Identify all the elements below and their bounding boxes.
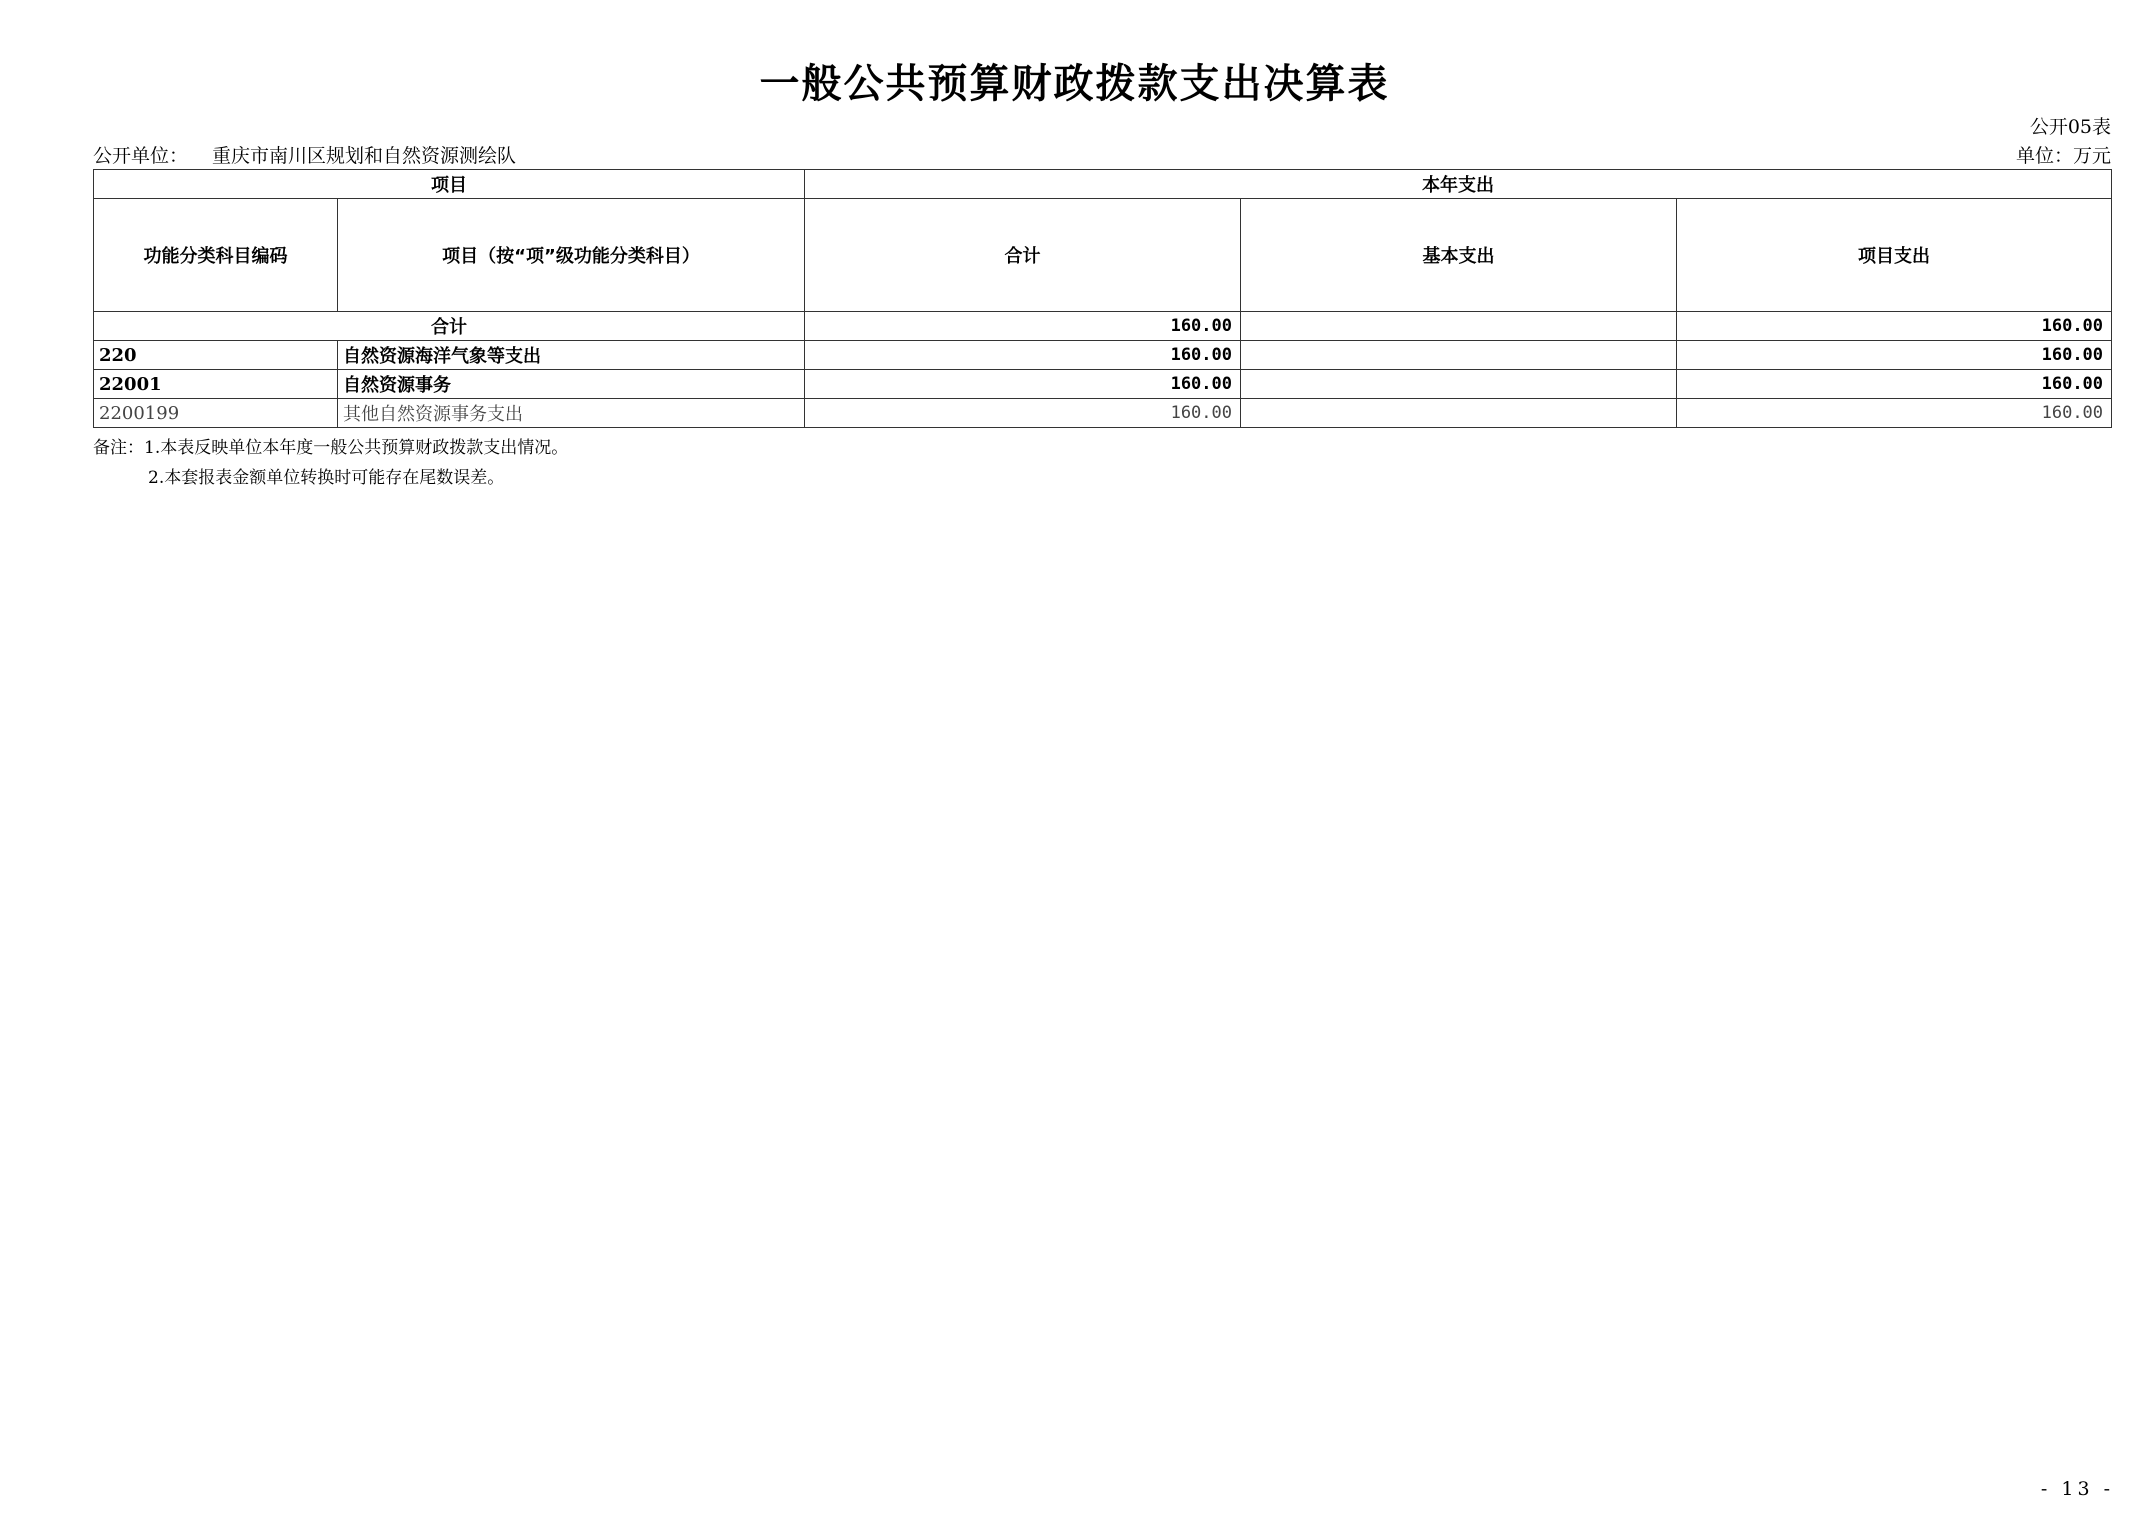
table-row <box>94 370 2112 399</box>
notes <box>93 433 568 493</box>
table-row <box>94 341 2112 370</box>
page-number: - 13 - <box>2040 1478 2114 1500</box>
reporting-unit-name: 重庆市南川区规划和自然资源测绘队 <box>212 145 517 167</box>
reporting-unit <box>93 141 540 168</box>
total-row-project: 160.00 <box>1677 312 2112 341</box>
page-title: 一般公共预算财政拨款支出决算表 <box>759 61 1390 107</box>
row-name: 自然资源海洋气象等支出 <box>338 341 805 370</box>
table-row <box>94 399 2112 428</box>
column-header-code: 功能分类科目编码 <box>94 199 338 312</box>
row-project: 160.00 <box>1677 399 2112 428</box>
row-name: 其他自然资源事务支出 <box>338 399 805 428</box>
unit-line <box>93 141 2111 168</box>
reporting-unit-label: 公开单位： <box>93 145 189 167</box>
row-basic <box>1241 370 1677 399</box>
row-total: 160.00 <box>805 399 1241 428</box>
column-header-row <box>94 199 2112 312</box>
total-row-total: 160.00 <box>805 312 1241 341</box>
form-number: 公开05表 <box>2029 116 2111 138</box>
row-project: 160.00 <box>1677 370 2112 399</box>
total-row-label: 合计 <box>94 312 805 341</box>
row-basic <box>1241 399 1677 428</box>
row-project: 160.00 <box>1677 341 2112 370</box>
note-1: 备注：1.本表反映单位本年度一般公共预算财政拨款支出情况。 <box>93 438 569 458</box>
row-code: 2200199 <box>94 399 338 428</box>
group-header-row <box>94 170 2112 199</box>
group-header-project: 项目 <box>94 170 805 199</box>
column-header-name: 项目（按“项”级功能分类科目） <box>338 199 805 312</box>
column-header-basic: 基本支出 <box>1241 199 1677 312</box>
row-code: 220 <box>94 341 338 370</box>
note-2: 2.本套报表金额单位转换时可能存在尾数误差。 <box>148 468 505 488</box>
row-code: 22001 <box>94 370 338 399</box>
currency-unit: 单位：万元 <box>2015 145 2111 167</box>
expenditure-table <box>93 169 2112 428</box>
group-header-current-year: 本年支出 <box>805 170 2112 199</box>
row-total: 160.00 <box>805 341 1241 370</box>
column-header-project: 项目支出 <box>1677 199 2112 312</box>
total-row <box>94 312 2112 341</box>
row-name: 自然资源事务 <box>338 370 805 399</box>
row-basic <box>1241 341 1677 370</box>
total-row-basic <box>1241 312 1677 341</box>
column-header-total: 合计 <box>805 199 1241 312</box>
row-total: 160.00 <box>805 370 1241 399</box>
